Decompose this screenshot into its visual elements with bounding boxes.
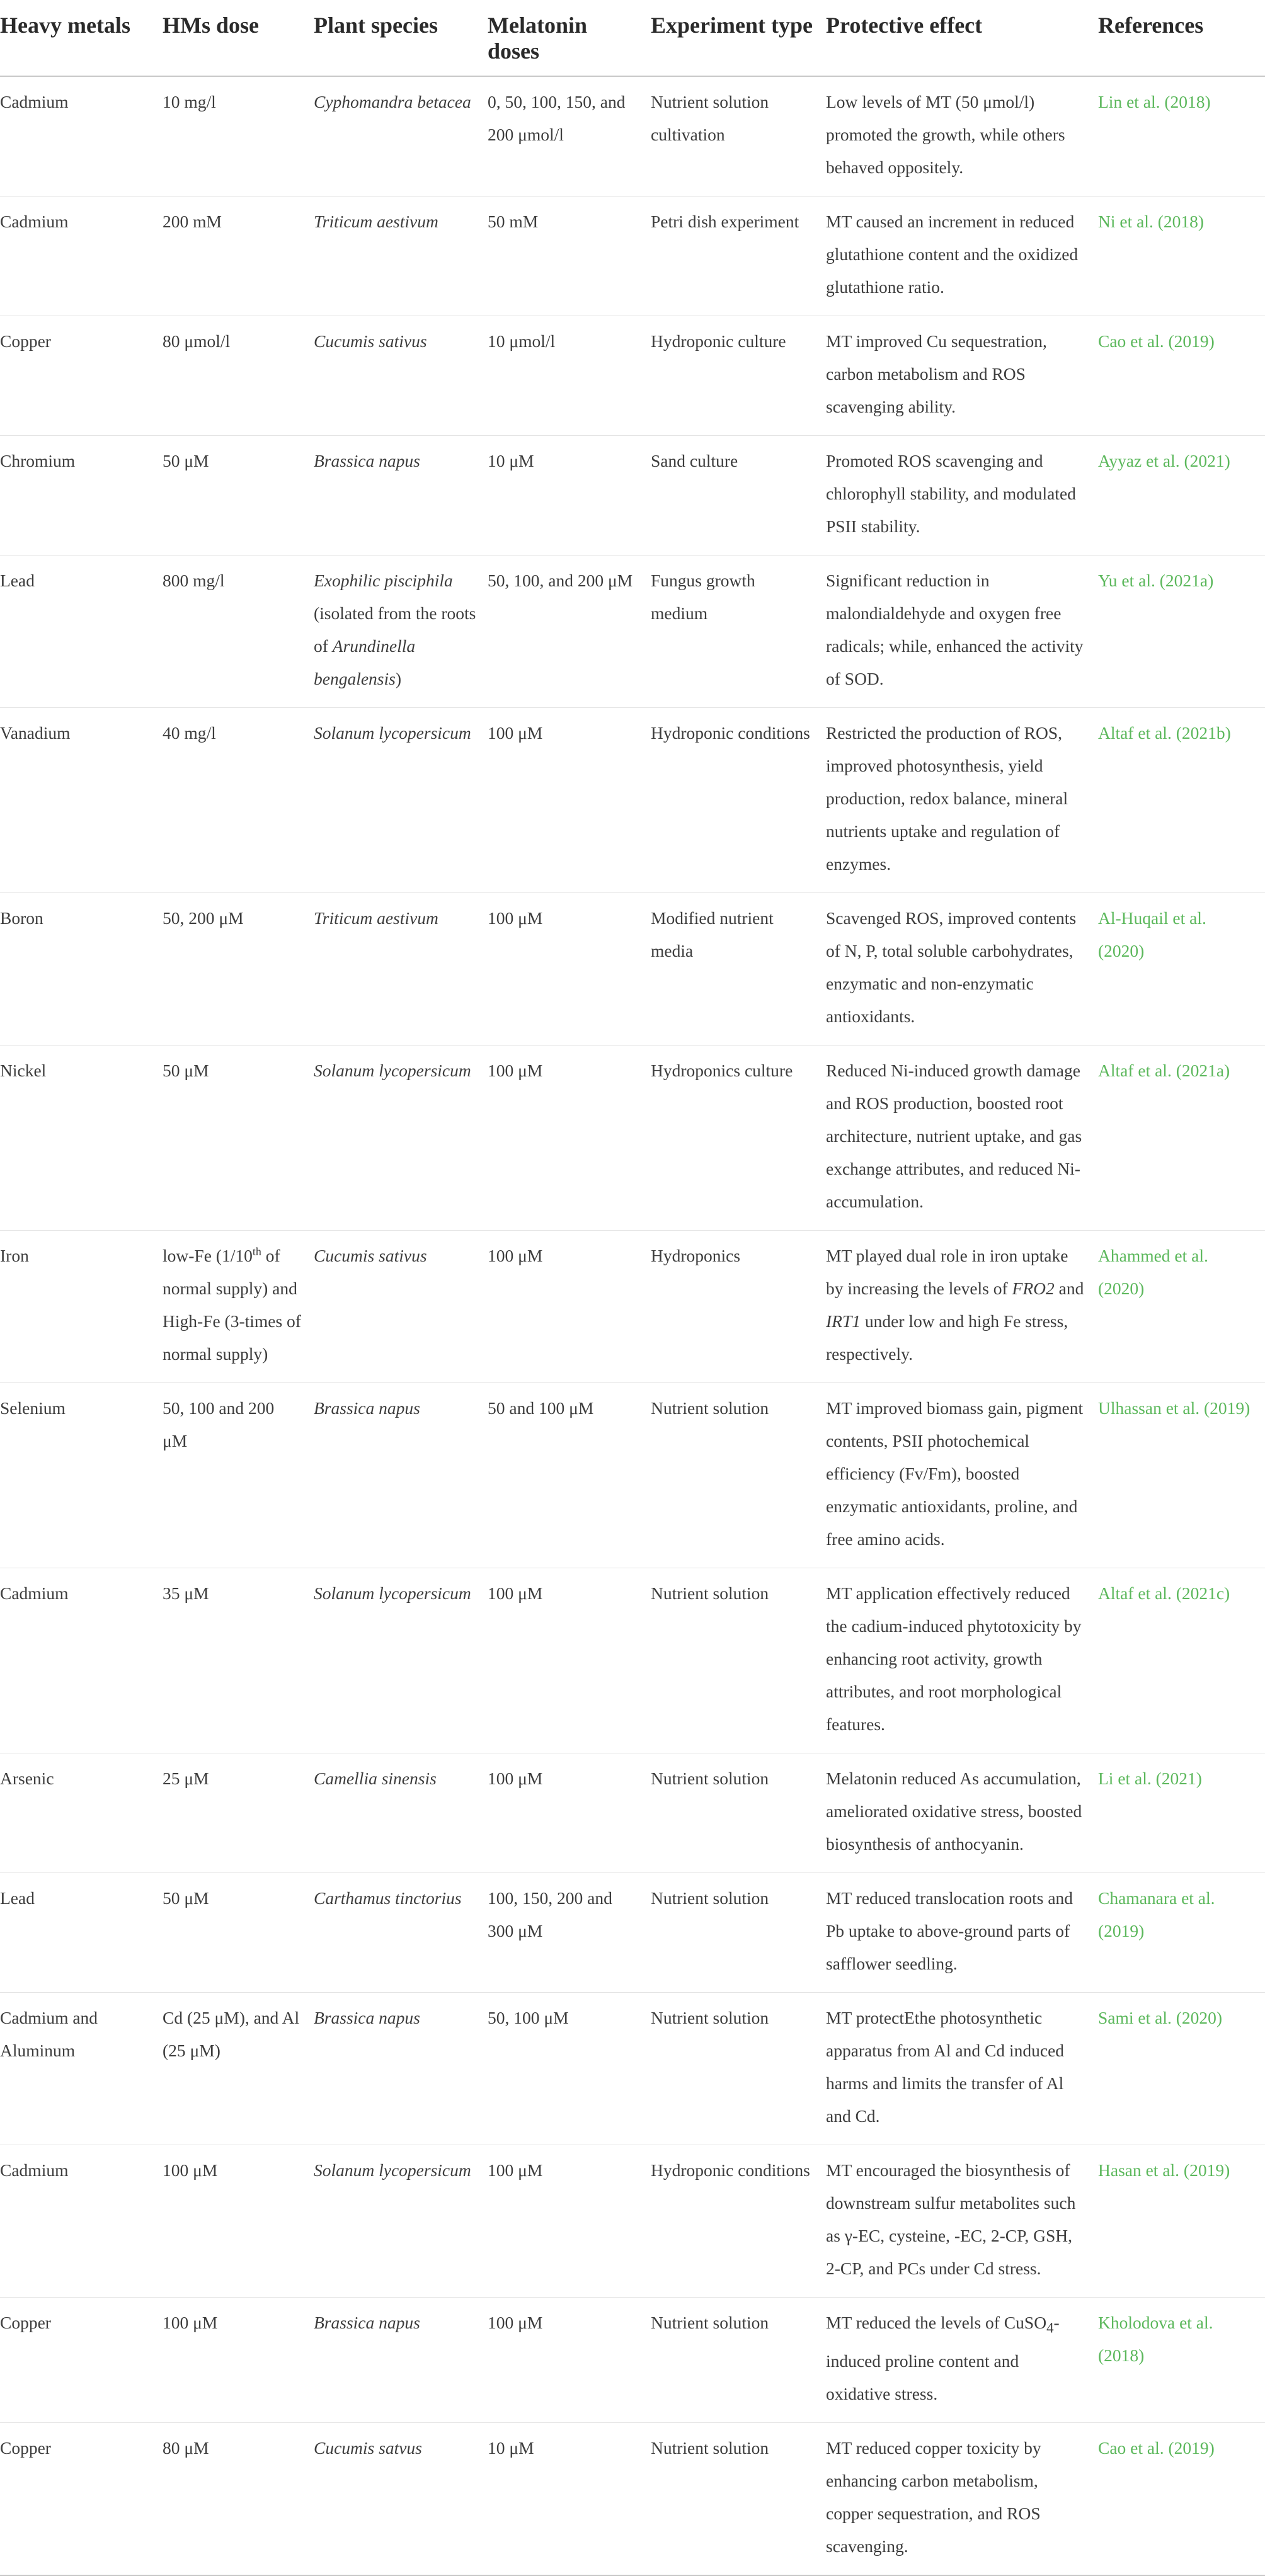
reference-link[interactable]: Ni et al. (2018) <box>1098 197 1265 316</box>
cell-metal: Cadmium <box>0 2145 163 2298</box>
cell-metal: Chromium <box>0 436 163 556</box>
cell-species: Solanum lycopersicum <box>314 2145 488 2298</box>
table-row <box>0 556 1265 708</box>
cell-species: Brassica napus <box>314 2298 488 2423</box>
cell-species: Triticum aestivum <box>314 893 488 1046</box>
species-note-italic: Arundinella bengalensis <box>314 636 416 688</box>
cell-dose: 50 μM <box>163 1046 314 1231</box>
cell-species: Cucumis satvus <box>314 2422 488 2575</box>
header-hms-dose: HMs dose <box>163 0 314 76</box>
cell-melatonin: 10 μM <box>488 2422 651 2575</box>
cell-effect: MT encouraged the biosynthesis of downstream sulfur metabolites such as γ-EC, cysteine, -EC, 2-CP, GSH, 2-CP, and PCs under Cd stress. <box>826 2145 1098 2298</box>
cell-melatonin: 100 μM <box>488 1568 651 1753</box>
cell-effect: Restricted the production of ROS, improved photosynthesis, yield production, redox balance, mineral nutrients uptake and regulation of enzymes. <box>826 708 1098 893</box>
cell-dose: 25 μM <box>163 1753 314 1873</box>
cell-effect: Low levels of MT (50 μmol/l) promoted the growth, while others behaved oppositely. <box>826 76 1098 197</box>
cell-metal: Lead <box>0 556 163 708</box>
cell-experiment: Modified nutrient media <box>651 893 826 1046</box>
cell-effect <box>826 1231 1098 1383</box>
cell-experiment: Hydroponics culture <box>651 1046 826 1231</box>
cell-species: Solanum lycopersicum <box>314 1046 488 1231</box>
cell-species: Camellia sinensis <box>314 1753 488 1873</box>
cell-experiment: Nutrient solution <box>651 1993 826 2145</box>
table-row <box>0 708 1265 893</box>
cell-metal: Arsenic <box>0 1753 163 1873</box>
cell-metal: Cadmium <box>0 76 163 197</box>
cell-dose: 100 μM <box>163 2145 314 2298</box>
reference-link[interactable]: Li et al. (2021) <box>1098 1753 1265 1873</box>
cell-melatonin: 50 and 100 μM <box>488 1383 651 1568</box>
table-row <box>0 197 1265 316</box>
cell-metal: Nickel <box>0 1046 163 1231</box>
species-note-close: ) <box>395 669 402 688</box>
cell-effect: Promoted ROS scavenging and chlorophyll stability, and modulated PSII stability. <box>826 436 1098 556</box>
effect-subscript: 4 <box>1046 2320 1054 2336</box>
cell-effect: Scavenged ROS, improved contents of N, P, total soluble carbohydrates, enzymatic and non-enzymatic antioxidants. <box>826 893 1098 1046</box>
cell-dose: 200 mM <box>163 197 314 316</box>
cell-melatonin: 50, 100, and 200 μM <box>488 556 651 708</box>
reference-link[interactable]: Al-Huqail et al. (2020) <box>1098 893 1265 1046</box>
cell-dose: 50 μM <box>163 436 314 556</box>
effect-text-rest: -induced proline content and oxidative stress. <box>826 2313 1060 2403</box>
table-row <box>0 436 1265 556</box>
cell-experiment: Nutrient solution <box>651 1568 826 1753</box>
cell-experiment: Hydroponic conditions <box>651 708 826 893</box>
cell-effect: MT protectEthe photosynthetic apparatus from Al and Cd induced harms and limits the transfer of Al and Cd. <box>826 1993 1098 2145</box>
cell-dose: 35 μM <box>163 1568 314 1753</box>
cell-metal: Copper <box>0 316 163 436</box>
cell-effect: Reduced Ni-induced growth damage and ROS production, boosted root architecture, nutrient uptake, and gas exchange attributes, and reduced Ni-accumulation. <box>826 1046 1098 1231</box>
effect-text-mid: and <box>1054 1279 1084 1298</box>
cell-species: Cucumis sativus <box>314 1231 488 1383</box>
cell-species: Solanum lycopersicum <box>314 708 488 893</box>
cell-melatonin: 50, 100 μM <box>488 1993 651 2145</box>
cell-dose: 80 μmol/l <box>163 316 314 436</box>
cell-melatonin: 100 μM <box>488 1046 651 1231</box>
table-row <box>0 2145 1265 2298</box>
cell-melatonin: 100 μM <box>488 708 651 893</box>
header-heavy-metals: Heavy metals <box>0 0 163 76</box>
table-row <box>0 2422 1265 2575</box>
reference-link[interactable]: Chamanara et al. (2019) <box>1098 1873 1265 1993</box>
cell-metal: Cadmium and Aluminum <box>0 1993 163 2145</box>
cell-effect: MT caused an increment in reduced glutathione content and the oxidized glutathione ratio. <box>826 197 1098 316</box>
cell-species: Cucumis sativus <box>314 316 488 436</box>
table-row <box>0 1993 1265 2145</box>
cell-experiment: Fungus growth medium <box>651 556 826 708</box>
cell-effect: Significant reduction in malondialdehyde and oxygen free radicals; while, enhanced the activity of SOD. <box>826 556 1098 708</box>
cell-experiment: Petri dish experiment <box>651 197 826 316</box>
species-name: Exophilic pisciphila <box>314 571 453 590</box>
cell-experiment: Hydroponics <box>651 1231 826 1383</box>
cell-experiment: Nutrient solution <box>651 2298 826 2423</box>
header-protective-effect: Protective effect <box>826 0 1098 76</box>
cell-experiment: Nutrient solution cultivation <box>651 76 826 197</box>
cell-melatonin: 0, 50, 100, 150, and 200 μmol/l <box>488 76 651 197</box>
cell-melatonin: 100, 150, 200 and 300 μM <box>488 1873 651 1993</box>
cell-melatonin: 100 μM <box>488 2145 651 2298</box>
reference-link[interactable]: Altaf et al. (2021c) <box>1098 1568 1265 1753</box>
reference-link[interactable]: Ulhassan et al. (2019) <box>1098 1383 1265 1568</box>
reference-link[interactable]: Hasan et al. (2019) <box>1098 2145 1265 2298</box>
cell-species <box>314 556 488 708</box>
table-header <box>0 0 1265 76</box>
cell-metal: Cadmium <box>0 197 163 316</box>
cell-species: Brassica napus <box>314 1993 488 2145</box>
cell-species: Carthamus tinctorius <box>314 1873 488 1993</box>
reference-link[interactable]: Kholodova et al. (2018) <box>1098 2298 1265 2423</box>
reference-link[interactable]: Ayyaz et al. (2021) <box>1098 436 1265 556</box>
cell-melatonin: 100 μM <box>488 1753 651 1873</box>
table-body <box>0 76 1265 2575</box>
cell-species: Brassica napus <box>314 1383 488 1568</box>
reference-link[interactable]: Lin et al. (2018) <box>1098 76 1265 197</box>
cell-effect <box>826 2298 1098 2423</box>
cell-species: Brassica napus <box>314 436 488 556</box>
reference-link[interactable]: Yu et al. (2021a) <box>1098 556 1265 708</box>
cell-metal: Selenium <box>0 1383 163 1568</box>
cell-experiment: Sand culture <box>651 436 826 556</box>
effect-text: MT played dual role in iron uptake by increasing the levels of <box>826 1246 1068 1298</box>
dose-text: low-Fe (1/10 <box>163 1246 253 1265</box>
cell-dose: Cd (25 μM), and Al (25 μM) <box>163 1993 314 2145</box>
cell-dose: 80 μM <box>163 2422 314 2575</box>
gene-name: IRT1 <box>826 1311 861 1331</box>
dose-text-rest: of normal supply) and High-Fe (3-times of normal supply) <box>163 1246 301 1364</box>
table-row <box>0 1753 1265 1873</box>
cell-dose: 800 mg/l <box>163 556 314 708</box>
cell-metal: Iron <box>0 1231 163 1383</box>
header-row <box>0 0 1265 76</box>
reference-link[interactable]: Sami et al. (2020) <box>1098 1993 1265 2145</box>
cell-effect: MT application effectively reduced the cadium-induced phytotoxicity by enhancing root activity, growth attributes, and root morphological features. <box>826 1568 1098 1753</box>
reference-link[interactable]: Ahammed et al. (2020) <box>1098 1231 1265 1383</box>
cell-dose: 100 μM <box>163 2298 314 2423</box>
header-references: References <box>1098 0 1265 76</box>
table-row <box>0 2298 1265 2423</box>
reference-link[interactable]: Altaf et al. (2021a) <box>1098 1046 1265 1231</box>
table-row <box>0 1231 1265 1383</box>
table-row <box>0 76 1265 197</box>
header-experiment-type: Experiment type <box>651 0 826 76</box>
cell-melatonin: 100 μM <box>488 893 651 1046</box>
cell-melatonin: 100 μM <box>488 2298 651 2423</box>
cell-melatonin: 50 mM <box>488 197 651 316</box>
cell-species: Cyphomandra betacea <box>314 76 488 197</box>
reference-link[interactable]: Cao et al. (2019) <box>1098 2422 1265 2575</box>
cell-experiment: Nutrient solution <box>651 1383 826 1568</box>
cell-dose: 50, 200 μM <box>163 893 314 1046</box>
table-row <box>0 893 1265 1046</box>
cell-dose: 50 μM <box>163 1873 314 1993</box>
dose-superscript: th <box>252 1245 261 1258</box>
cell-effect: MT improved biomass gain, pigment contents, PSII photochemical efficiency (Fv/Fm), boosted enzymatic antioxidants, proline, and free amino acids. <box>826 1383 1098 1568</box>
table-row <box>0 1046 1265 1231</box>
cell-effect: MT reduced copper toxicity by enhancing carbon metabolism, copper sequestration, and ROS scavenging. <box>826 2422 1098 2575</box>
cell-experiment: Nutrient solution <box>651 2422 826 2575</box>
cell-experiment: Hydroponic conditions <box>651 2145 826 2298</box>
cell-metal: Lead <box>0 1873 163 1993</box>
gene-name: FRO2 <box>1012 1279 1055 1298</box>
cell-dose: 40 mg/l <box>163 708 314 893</box>
cell-experiment: Nutrient solution <box>651 1753 826 1873</box>
cell-experiment: Hydroponic culture <box>651 316 826 436</box>
cell-melatonin: 100 μM <box>488 1231 651 1383</box>
cell-metal: Cadmium <box>0 1568 163 1753</box>
cell-metal: Vanadium <box>0 708 163 893</box>
cell-effect: MT improved Cu sequestration, carbon metabolism and ROS scavenging ability. <box>826 316 1098 436</box>
cell-effect: Melatonin reduced As accumulation, ameliorated oxidative stress, boosted biosynthesis of anthocyanin. <box>826 1753 1098 1873</box>
table-row <box>0 1383 1265 1568</box>
cell-metal: Boron <box>0 893 163 1046</box>
cell-effect: MT reduced translocation roots and Pb uptake to above-ground parts of safflower seedling. <box>826 1873 1098 1993</box>
cell-melatonin: 10 μmol/l <box>488 316 651 436</box>
cell-species: Solanum lycopersicum <box>314 1568 488 1753</box>
species-note: (isolated from the roots of <box>314 603 476 656</box>
table-row <box>0 1873 1265 1993</box>
header-melatonin-doses: Melatonin doses <box>488 0 651 76</box>
table-row <box>0 1568 1265 1753</box>
cell-experiment: Nutrient solution <box>651 1873 826 1993</box>
cell-dose: 50, 100 and 200 μM <box>163 1383 314 1568</box>
cell-dose <box>163 1231 314 1383</box>
cell-dose: 10 mg/l <box>163 76 314 197</box>
cell-metal: Copper <box>0 2422 163 2575</box>
effect-text: MT reduced the levels of CuSO <box>826 2313 1047 2332</box>
cell-species: Triticum aestivum <box>314 197 488 316</box>
reference-link[interactable]: Cao et al. (2019) <box>1098 316 1265 436</box>
cell-melatonin: 10 μM <box>488 436 651 556</box>
table-row <box>0 316 1265 436</box>
effect-text-rest: under low and high Fe stress, respectively. <box>826 1311 1068 1364</box>
header-plant-species: Plant species <box>314 0 488 76</box>
cell-metal: Copper <box>0 2298 163 2423</box>
reference-link[interactable]: Altaf et al. (2021b) <box>1098 708 1265 893</box>
